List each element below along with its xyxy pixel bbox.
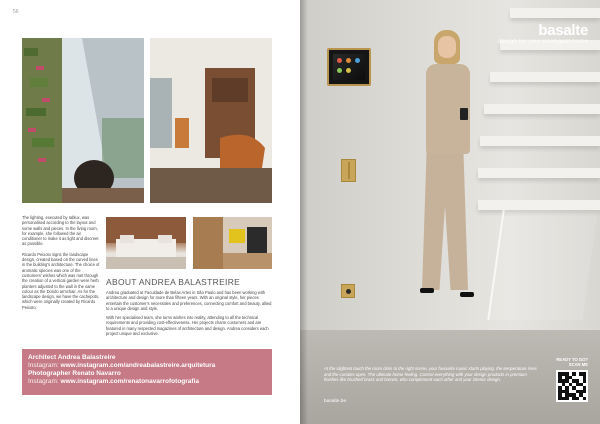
body-paragraph-2: Ricardo Peixoto signs the landscape design, created based on the curved lines in the building's architecture. The choice of aromatic species was one of the customers' wishes which was met through the creation of a vertical garden were herb planters adjusted to the wall in the same colour as the Dondo armchair. As for the landscape design, we have the cachepots, which were originally created by Ricardo Peixoto. — [22, 251, 100, 310]
brand-logo: basalte — [538, 22, 588, 39]
about-paragraph-2: With her specialised team, she turns wishes into reality, attending to all the technical requirements and providing cost-effectiveness. Her projects charm customers and are featured in many respected magazines of architecture and design. Andrea considers each project unique and exclusive. — [106, 315, 269, 337]
photographer-credit: Photographer Renato Navarro — [28, 370, 121, 377]
credits-box — [22, 349, 272, 395]
phone-icon — [460, 108, 468, 120]
model-figure — [408, 30, 498, 330]
brass-sensor — [341, 284, 355, 298]
about-heading: ABOUT ANDREA BALASTREIRE — [106, 277, 241, 287]
about-text — [106, 290, 272, 340]
architect-instagram — [28, 362, 266, 370]
brass-switch — [341, 159, 356, 182]
photographer-instagram-link[interactable]: www.instagram.com/renatonavarrofotografia — [60, 378, 199, 385]
brand-tagline: design for your intelligent home — [498, 39, 588, 45]
living-room-photo — [150, 38, 272, 203]
brand-block — [498, 22, 588, 45]
qr-code-icon[interactable] — [556, 370, 588, 402]
qr-label: READY TO GO? SCAN ME — [556, 357, 588, 368]
architect-instagram-link[interactable]: www.instagram.com/andreabalastreire.arquitetura — [60, 362, 216, 369]
about-paragraph-1: Andrea graduated at Faculdade de Belas Artes in São Paulo and has been working with architecture and design for more than fifteen years. With an original style, her pieces entertain the customer's necessities and preferences, connecting comfort and beauty, allied to a unique design and style. — [106, 290, 272, 311]
balcony-photo — [22, 38, 144, 203]
photographer-instagram — [28, 378, 266, 386]
office-photo — [193, 217, 272, 269]
website-link[interactable]: basalte.be — [324, 399, 347, 404]
body-text-column — [22, 215, 100, 315]
glass-balustrade — [487, 210, 597, 320]
body-paragraph-1: The lighting, executed by Iablux, was personalised according to the layout and some walls and pieces. In the living room, for example, she followed the air conditioner to make it as light and discreet as possible. — [22, 215, 99, 247]
architect-credit: Architect Andrea Balastreire — [28, 354, 116, 361]
architect-instagram-label: Instagram: — [28, 362, 59, 369]
touch-panel-screen — [333, 54, 365, 80]
page-gutter-shadow — [300, 0, 308, 424]
photographer-instagram-label: Instagram: — [28, 378, 59, 385]
touch-panel-device — [327, 48, 371, 86]
bedroom-photo — [106, 217, 186, 269]
advert-caption: At the slightest touch the room dims to the right scene, your favourite music starts playing, the temperature rises and the curtains open. The ultimate home feeling. Control everything with your design products in premium finishes like brushed brass and bronze, who complement each other and your interior design. — [324, 366, 537, 383]
page-number: 56 — [13, 9, 19, 15]
right-page-advert — [300, 0, 600, 424]
